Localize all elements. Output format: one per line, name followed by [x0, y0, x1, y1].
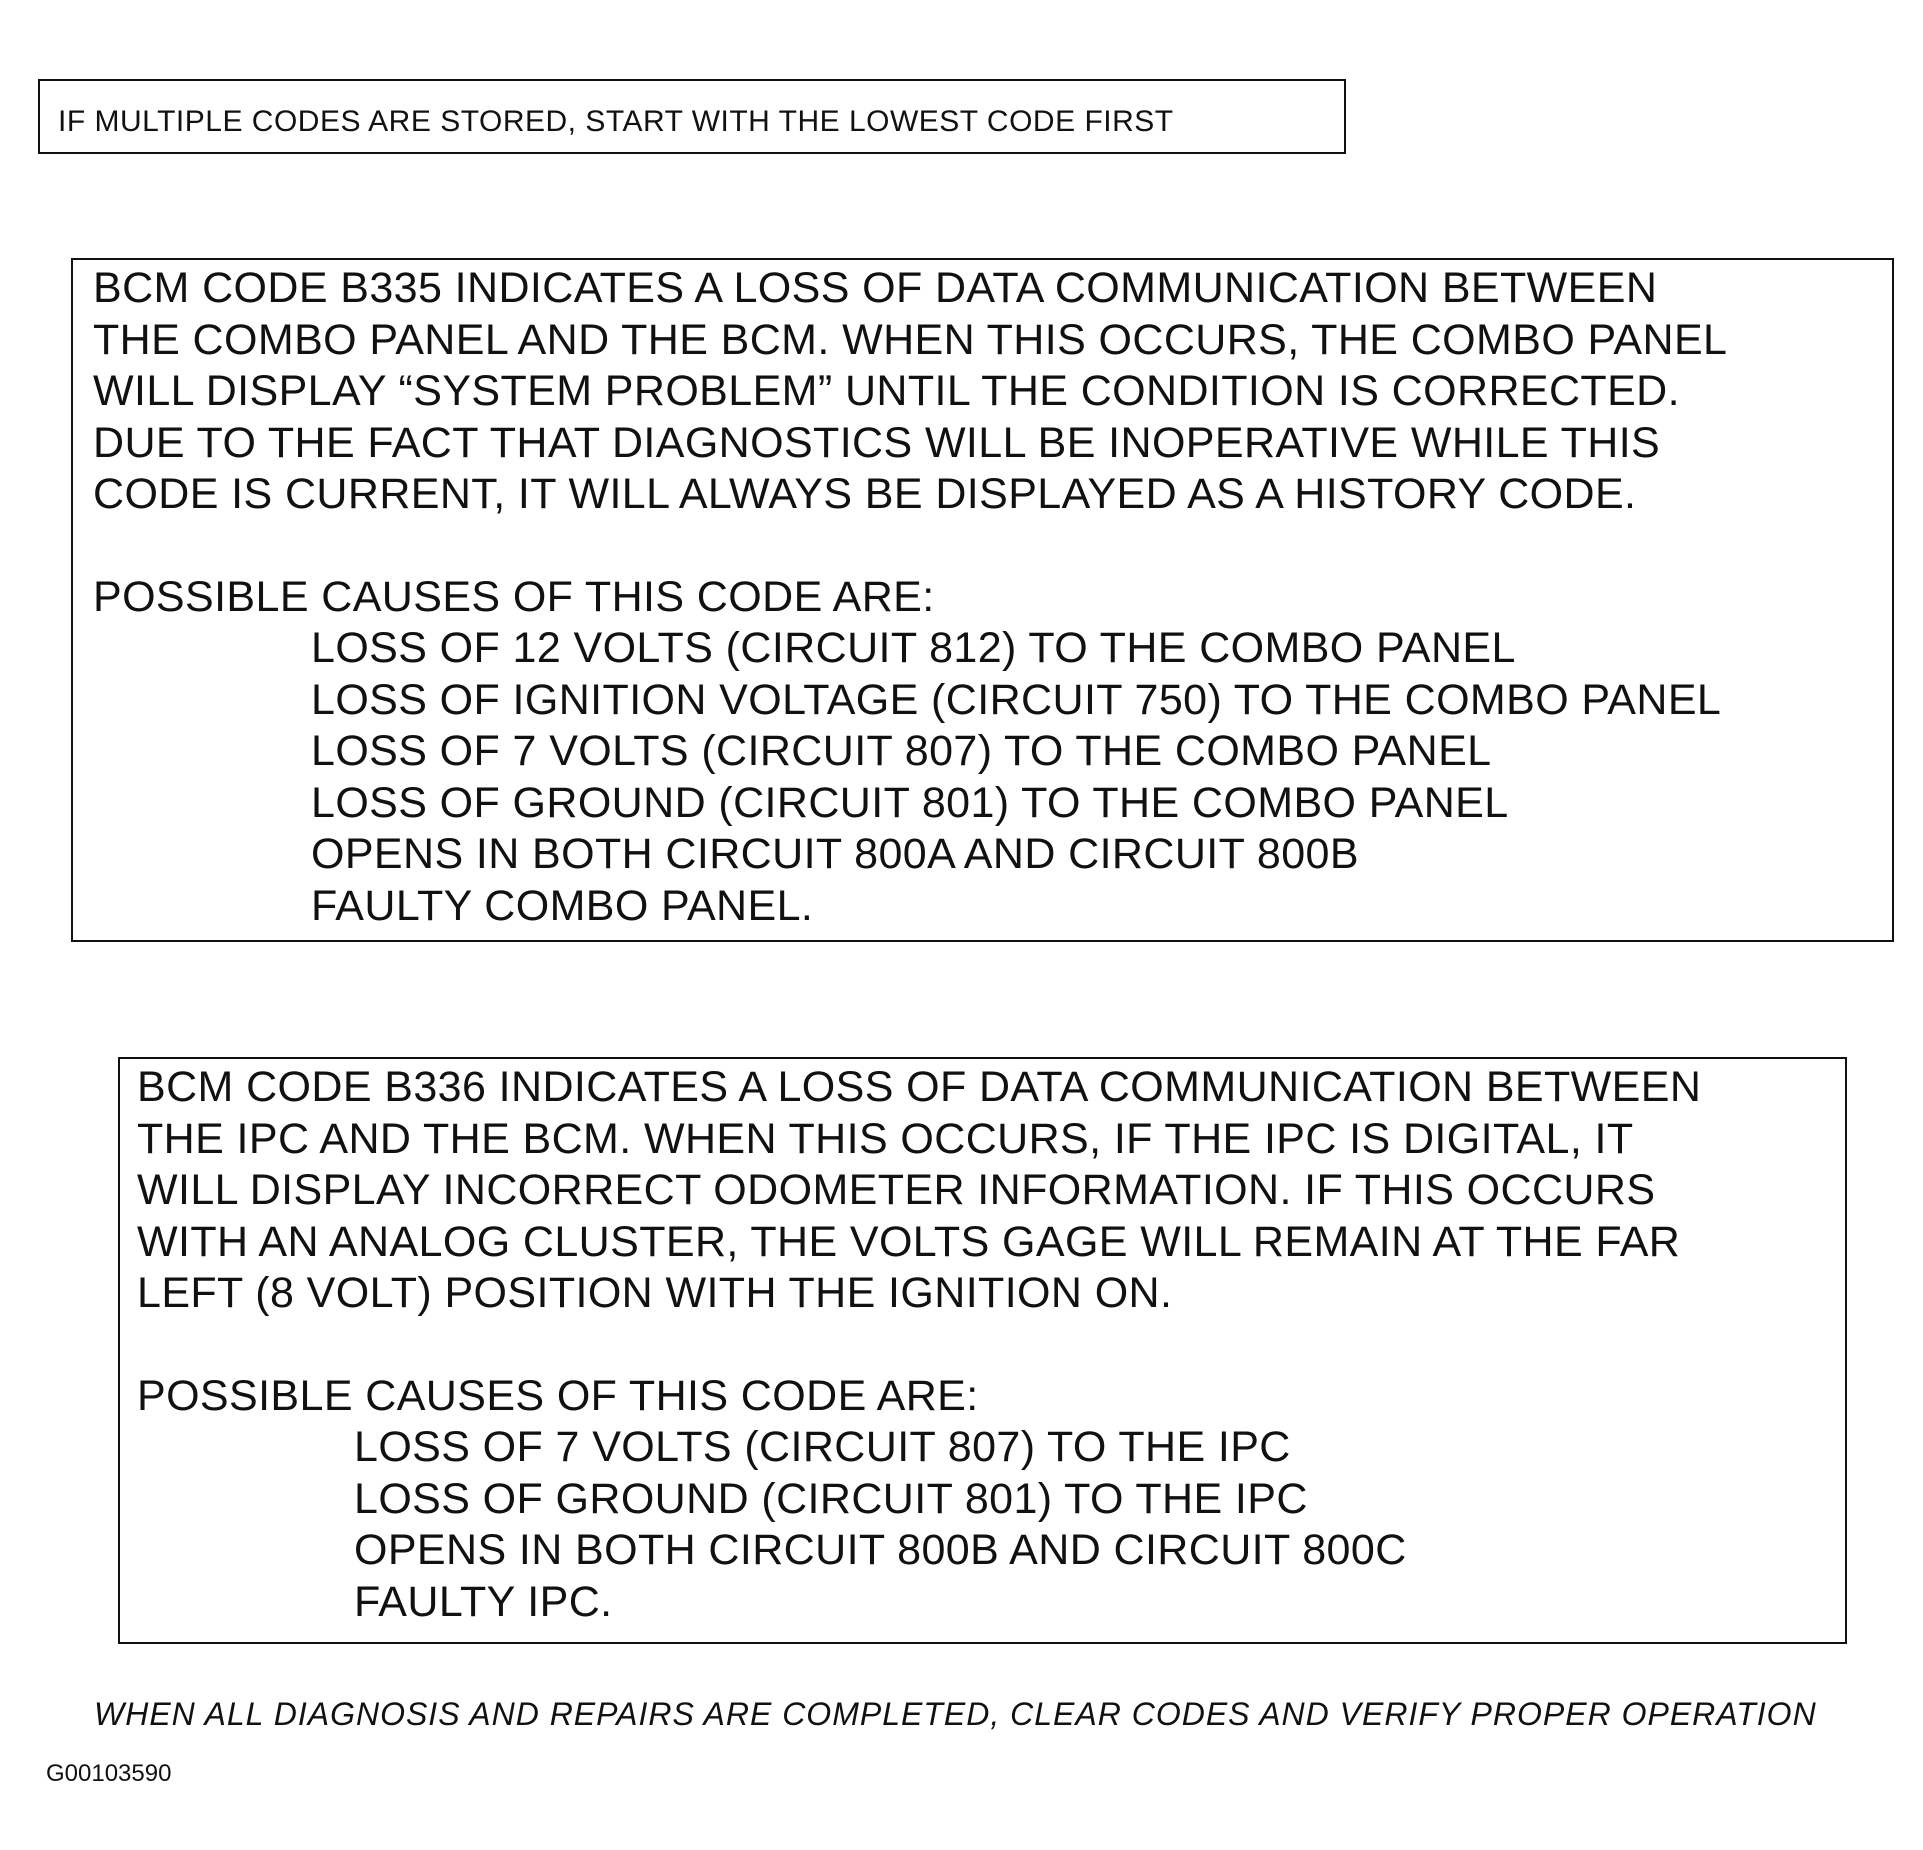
causes-heading: POSSIBLE CAUSES OF THIS CODE ARE:	[93, 572, 935, 621]
description-line: THE IPC AND THE BCM. WHEN THIS OCCURS, IF THE IPC IS DIGITAL, IT	[137, 1114, 1634, 1163]
code-b336-panel	[118, 1057, 1847, 1644]
cause-item: LOSS OF 7 VOLTS (CIRCUIT 807) TO THE IPC	[354, 1423, 1291, 1471]
description-line: BCM CODE B336 INDICATES A LOSS OF DATA COMMUNICATION BETWEEN	[137, 1063, 1702, 1111]
completion-note: WHEN ALL DIAGNOSIS AND REPAIRS ARE COMPLETED, CLEAR CODES AND VERIFY PROPER OPERATION	[94, 1696, 1817, 1732]
code-b336-causes-list	[137, 1422, 1845, 1628]
cause-item: OPENS IN BOTH CIRCUIT 800B AND CIRCUIT 800C	[354, 1526, 1407, 1574]
code-b336-description	[137, 1062, 1845, 1320]
description-line: THE COMBO PANEL AND THE BCM. WHEN THIS OCCURS, THE COMBO PANEL	[93, 315, 1728, 364]
description-line: WILL DISPLAY INCORRECT ODOMETER INFORMATION. IF THIS OCCURS	[137, 1166, 1656, 1214]
cause-item: LOSS OF GROUND (CIRCUIT 801) TO THE COMBO PANEL	[311, 778, 1509, 827]
multiple-codes-note: IF MULTIPLE CODES ARE STORED, START WITH THE LOWEST CODE FIRST	[58, 105, 1174, 138]
description-line: BCM CODE B335 INDICATES A LOSS OF DATA COMMUNICATION BETWEEN	[93, 264, 1658, 312]
description-line: CODE IS CURRENT, IT WILL ALWAYS BE DISPLAYED AS A HISTORY CODE.	[93, 470, 1637, 518]
description-line: LEFT (8 VOLT) POSITION WITH THE IGNITION ON.	[137, 1269, 1173, 1317]
causes-heading: POSSIBLE CAUSES OF THIS CODE ARE:	[137, 1371, 979, 1420]
code-b335-causes-list	[93, 623, 1892, 932]
description-line: WITH AN ANALOG CLUSTER, THE VOLTS GAGE WILL REMAIN AT THE FAR	[137, 1217, 1681, 1266]
figure-id: G00103590	[46, 1760, 172, 1787]
cause-item: LOSS OF 7 VOLTS (CIRCUIT 807) TO THE COMBO PANEL	[311, 727, 1492, 775]
multiple-codes-note-box	[38, 79, 1346, 154]
code-b336-body	[137, 1059, 1845, 1628]
cause-item: LOSS OF GROUND (CIRCUIT 801) TO THE IPC	[354, 1474, 1308, 1523]
code-b335-body	[93, 260, 1892, 932]
cause-item: LOSS OF IGNITION VOLTAGE (CIRCUIT 750) TO THE COMBO PANEL	[311, 675, 1722, 724]
cause-item: OPENS IN BOTH CIRCUIT 800A AND CIRCUIT 800B	[311, 830, 1359, 878]
code-b335-description	[93, 263, 1892, 521]
code-b335-panel	[71, 258, 1894, 942]
cause-item: LOSS OF 12 VOLTS (CIRCUIT 812) TO THE COMBO PANEL	[311, 624, 1516, 672]
description-line: DUE TO THE FACT THAT DIAGNOSTICS WILL BE INOPERATIVE WHILE THIS	[93, 418, 1661, 467]
cause-item: FAULTY COMBO PANEL.	[311, 881, 814, 930]
cause-item: FAULTY IPC.	[354, 1577, 613, 1626]
description-line: WILL DISPLAY “SYSTEM PROBLEM” UNTIL THE CONDITION IS CORRECTED.	[93, 367, 1680, 415]
